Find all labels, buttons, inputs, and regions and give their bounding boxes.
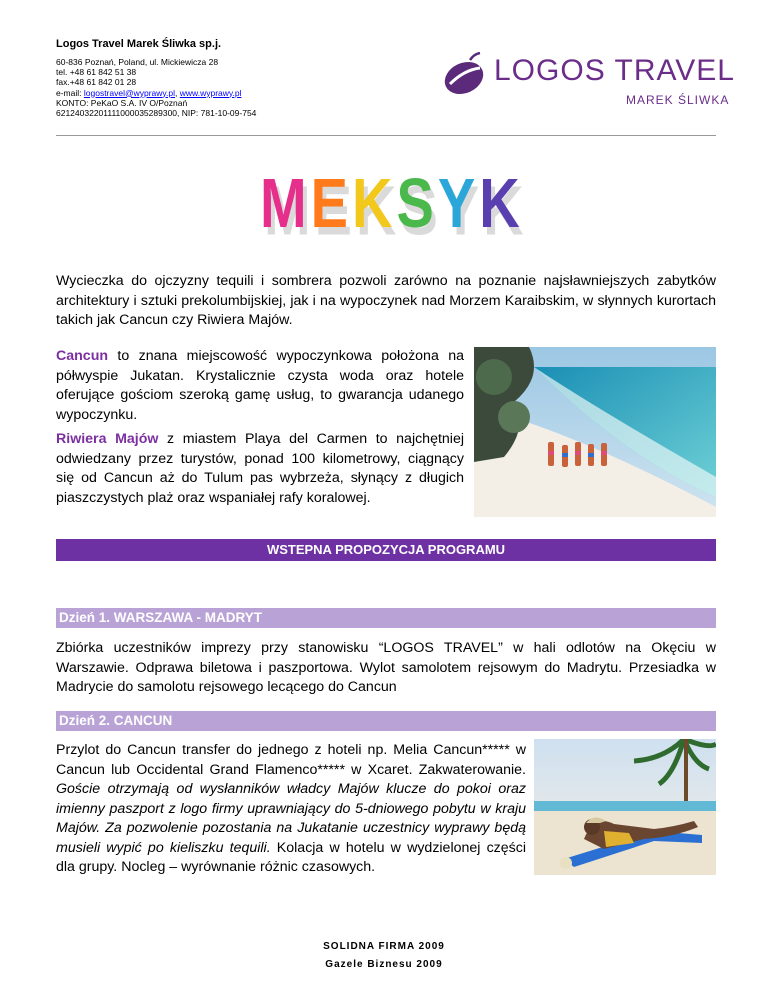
website-link[interactable]: www.wyprawy.pl: [179, 87, 242, 98]
email-line: e-mail: logostravel@wyprawy.pl, www.wyprawy.pl: [56, 87, 242, 98]
company-name: Logos Travel Marek Śliwka sp.j.: [56, 38, 222, 50]
intro-paragraph: Wycieczka do ojczyzny tequili i sombrera pozwoli zarówno na poznanie najsławniejszych zabytków architektury i sztuki prekolumbijskiej, jak i na wypoczynek nad Morzem Karaibskim, w słynnych kurortach takich jak Cancun czy Riwiera Majów.: [56, 273, 716, 328]
account-line: 62124032201111000035289300, NIP: 781-10-09-754: [56, 108, 257, 119]
header-divider: [56, 135, 716, 136]
day2-text-italic: Goście otrzymają od wysłanników władcy Majów klucze do pokoi oraz imienny paszport z logo firmy uprawniający do 5-dniowego pobytu w kraju Majów. Za pozwolenie pozostania na Jukatanie uczestnicy wyprawy będą musieli wypić po kieliszku tequili.: [56, 781, 526, 856]
riwiera-heading: Riwiera Majów: [56, 431, 159, 447]
title-letter: K: [352, 163, 393, 242]
page-title-meksyk: [260, 163, 540, 260]
plum-logo-icon: [440, 52, 490, 96]
bank-line: KONTO: PeKaO S.A. IV O/Poznań: [56, 97, 188, 108]
riwiera-text: z miastem Playa del Carmen to najchętniej odwiedzany przez turystów, ponad 100 kilometrowy, ciągnący się od Cancun aż do Tulum pas wybrzeża, słynący z długich piaszczystych plaż oraz wspaniałej rafy koralowej.: [56, 431, 464, 506]
footer-award-2: Gazele Biznesu 2009: [325, 959, 443, 970]
title-letter: Y: [437, 163, 476, 242]
logo-subtitle: MAREK ŚLIWKA: [626, 93, 730, 107]
day2-text-part2: Kolacja w hotelu w wydzielonej części dla grupy. Nocleg – wyrównanie różnic czasowych.: [56, 839, 526, 875]
address-line: 60-836 Poznań, Poland, ul. Mickiewicza 28: [56, 57, 219, 67]
day1-text: Zbiórka uczestników imprezy przy stanowisku “LOGOS TRAVEL” w hali odlotów na Okęciu w Warszawie. Odprawa biletowa i paszportowa. Wylot samolotem rejsowym do Madrytu. Przesiadka w Madrycie do samolotu rejsowego lecącego do Cancun: [56, 640, 716, 695]
logo-wordmark: LOGOS TRAVEL: [494, 54, 735, 87]
riwiera-paragraph: [56, 430, 464, 508]
day2-text-part1: Przylot do Cancun transfer do jednego z hoteli np. Melia Cancun***** w Cancun lub Occidental Grand Flamenco***** w Xcaret. Zakwaterowanie.: [56, 742, 526, 778]
day2-header: Dzień 2. CANCUN: [56, 711, 716, 731]
phone-line: tel. +48 61 842 51 38: [56, 67, 137, 78]
footer-award-1: SOLIDNA FIRMA 2009: [323, 941, 445, 952]
title-letter: K: [479, 163, 520, 242]
cancun-heading: Cancun: [56, 348, 109, 364]
beach-photo: [474, 347, 716, 517]
day2-text: [56, 741, 526, 878]
beach-lounger-photo: [534, 739, 716, 875]
logos-travel-logo: [440, 52, 735, 112]
title-letter: S: [396, 163, 434, 242]
email-link[interactable]: logostravel@wyprawy.pl: [83, 87, 176, 98]
title-letter: M: [260, 163, 307, 242]
cancun-paragraph: [56, 347, 464, 425]
cancun-text: to znana miejscowość wypoczynkowa położona na półwyspie Jukatan. Krystalicznie czysta woda oraz hotele oferujące gościom szeroką gamę usług, to gwarancja udanego wypoczynku.: [56, 348, 464, 423]
fax-line: fax.+48 61 842 01 28: [56, 77, 137, 88]
day1-header: Dzień 1. WARSZAWA - MADRYT: [56, 608, 716, 628]
title-letter: E: [310, 163, 349, 242]
program-section-header: WSTEPNA PROPOZYCJA PROGRAMU: [56, 539, 716, 561]
letterhead: [56, 38, 735, 138]
